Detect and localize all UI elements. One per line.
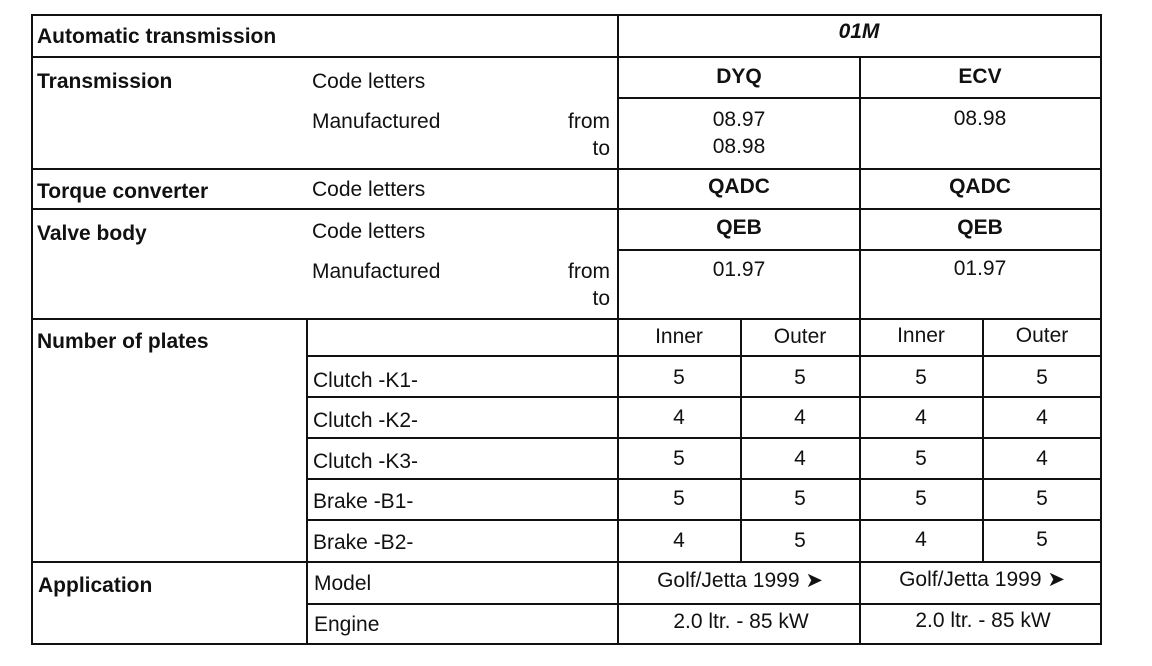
plates-header-inner-2: Inner bbox=[897, 324, 945, 347]
plates-value: 5 bbox=[915, 447, 927, 470]
rule-transmission-end bbox=[31, 168, 1102, 170]
torque-converter-code-1: QADC bbox=[708, 175, 770, 198]
application-model-1: Golf/Jetta 1999 ➤ bbox=[657, 569, 823, 592]
rule-plates-col3 bbox=[982, 318, 984, 561]
plates-value: 4 bbox=[1036, 447, 1048, 470]
transmission-code-label: Code letters bbox=[312, 70, 426, 93]
plates-value: 4 bbox=[794, 406, 806, 429]
plates-value: 4 bbox=[673, 406, 685, 429]
transmission-to-dyq: 08.98 bbox=[712, 135, 766, 158]
application-model-2: Golf/Jetta 1999 ➤ bbox=[899, 568, 1065, 591]
plates-value: 5 bbox=[673, 447, 685, 470]
transmission-from-dyq: 08.97 bbox=[712, 108, 766, 131]
transmission-from-label: from bbox=[568, 110, 610, 133]
rule-application-model bbox=[306, 603, 1102, 605]
plates-row-name: Brake -B2- bbox=[313, 531, 414, 554]
plates-row-name: Clutch -K3- bbox=[313, 450, 419, 473]
rule-valve-end bbox=[31, 318, 1102, 320]
valve-body-code-2: QEB bbox=[957, 216, 1003, 239]
transmission-label: Transmission bbox=[37, 70, 173, 93]
rule-plates-end bbox=[31, 561, 1102, 563]
plates-value: 4 bbox=[915, 528, 927, 551]
rule-plates-col1 bbox=[740, 318, 742, 561]
rule-left-section bbox=[306, 318, 308, 645]
application-engine-label: Engine bbox=[314, 613, 380, 636]
plates-label: Number of plates bbox=[37, 330, 209, 353]
plates-value: 5 bbox=[673, 487, 685, 510]
plates-value: 4 bbox=[794, 447, 806, 470]
plates-value: 5 bbox=[915, 366, 927, 389]
torque-converter-code-2: QADC bbox=[949, 175, 1011, 198]
plates-value: 5 bbox=[1036, 487, 1048, 510]
application-label: Application bbox=[38, 574, 153, 597]
transmission-code-dyq: DYQ bbox=[716, 65, 762, 88]
plates-value: 5 bbox=[1036, 528, 1048, 551]
valve-body-label: Valve body bbox=[37, 222, 147, 245]
torque-converter-label: Torque converter bbox=[37, 180, 209, 203]
transmission-code-ecv: ECV bbox=[958, 65, 1002, 88]
plates-value: 5 bbox=[1036, 366, 1048, 389]
valve-body-from-label: from bbox=[568, 260, 610, 283]
transmission-from-ecv: 08.98 bbox=[953, 107, 1007, 130]
plates-value: 5 bbox=[673, 366, 685, 389]
plates-row-name: Brake -B1- bbox=[313, 490, 414, 513]
plates-value: 4 bbox=[915, 406, 927, 429]
transmission-type-code: 01M bbox=[838, 20, 880, 43]
rule-converter-end bbox=[31, 208, 1102, 210]
transmission-manufactured-label: Manufactured bbox=[312, 110, 441, 133]
plates-header-outer-2: Outer bbox=[1015, 324, 1069, 347]
application-engine-2: 2.0 ltr. - 85 kW bbox=[915, 609, 1051, 632]
rule-variant-divider bbox=[859, 56, 861, 645]
plates-value: 4 bbox=[673, 529, 685, 552]
table-title: Automatic transmission bbox=[37, 25, 277, 48]
plates-value: 5 bbox=[915, 487, 927, 510]
application-model-label: Model bbox=[314, 572, 372, 595]
valve-body-manufactured-label: Manufactured bbox=[312, 260, 441, 283]
valve-body-code-label: Code letters bbox=[312, 220, 426, 243]
torque-converter-code-label: Code letters bbox=[312, 178, 426, 201]
transmission-to-label: to bbox=[592, 137, 610, 160]
plates-value: 5 bbox=[794, 487, 806, 510]
valve-body-code-1: QEB bbox=[716, 216, 762, 239]
valve-body-to-label: to bbox=[592, 287, 610, 310]
plates-value: 5 bbox=[794, 529, 806, 552]
rule-values-divider bbox=[617, 14, 619, 645]
plates-row-name: Clutch -K2- bbox=[313, 409, 419, 432]
plates-header-inner-1: Inner bbox=[655, 325, 703, 348]
rule-header bbox=[31, 56, 1102, 58]
valve-body-from-1: 01.97 bbox=[712, 258, 766, 281]
plates-value: 5 bbox=[794, 366, 806, 389]
plates-header-outer-1: Outer bbox=[773, 325, 827, 348]
valve-body-from-2: 01.97 bbox=[953, 257, 1007, 280]
application-engine-1: 2.0 ltr. - 85 kW bbox=[673, 610, 809, 633]
plates-value: 4 bbox=[1036, 406, 1048, 429]
plates-row-name: Clutch -K1- bbox=[313, 369, 419, 392]
